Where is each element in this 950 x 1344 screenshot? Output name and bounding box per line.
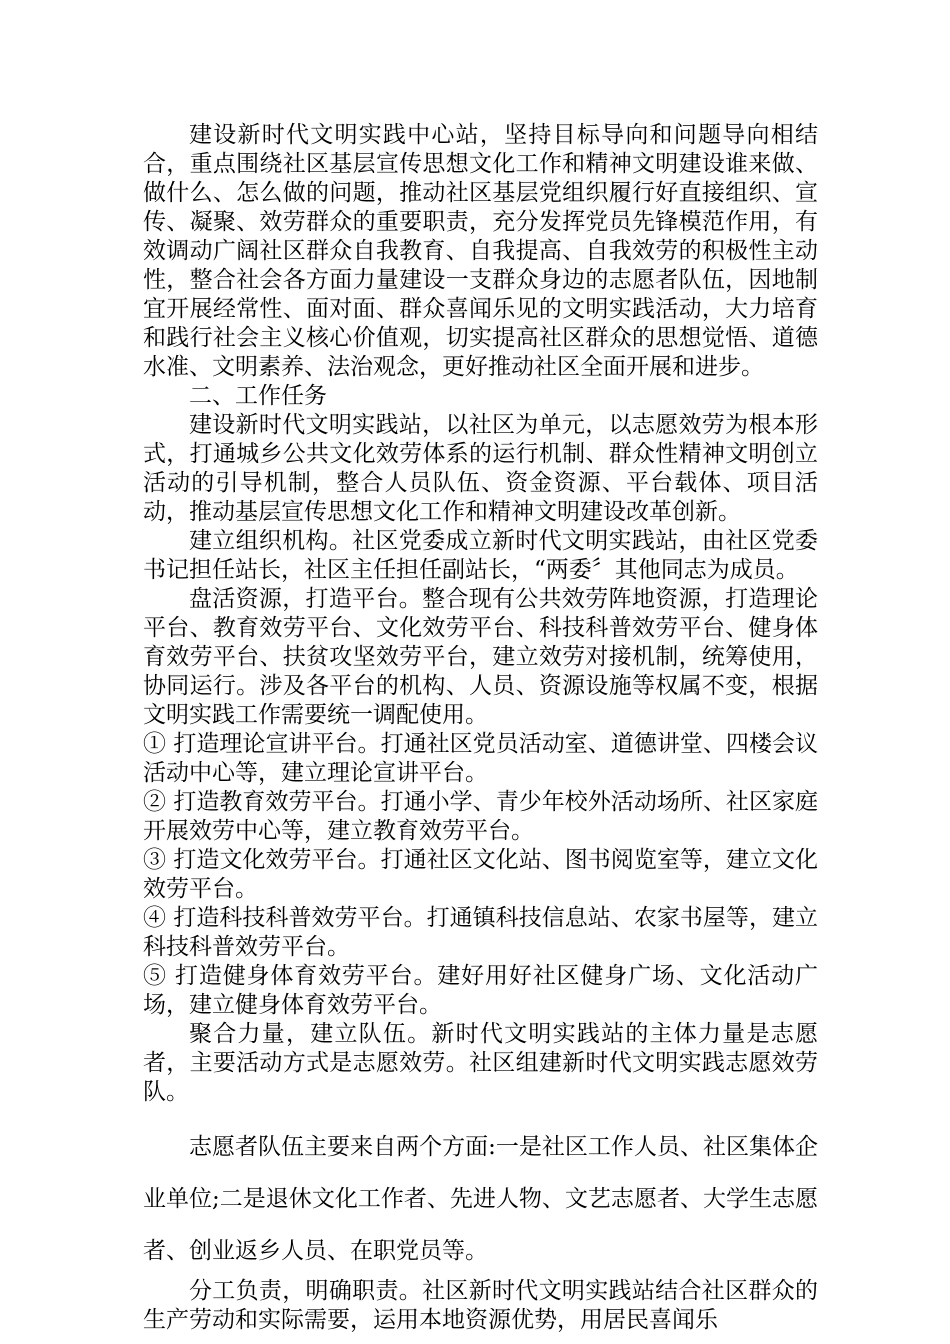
paragraph-volunteer-team: 聚合力量，建立队伍。新时代文明实践站的主体力量是志愿者，主要活动方式是志愿效劳。社区组建新时代文明实践志愿效劳队。 bbox=[143, 1021, 818, 1105]
list-item-education-platform: ② 打造教育效劳平台。打通小学、青少年校外活动场所、社区家庭开展效劳中心等，建立教育效劳平台。 bbox=[143, 789, 818, 844]
list-item-fitness-platform: ⑤ 打造健身体育效劳平台。建好用好社区健身广场、文化活动广场，建立健身体育效劳平台。 bbox=[143, 963, 818, 1018]
list-item-culture-platform: ③ 打造文化效劳平台。打通社区文化站、图书阅览室等，建立文化效劳平台。 bbox=[143, 847, 818, 902]
list-item-science-platform: ④ 打造科技科普效劳平台。打通镇科技信息站、农家书屋等，建立科技科普效劳平台。 bbox=[143, 905, 818, 960]
paragraph-resources-platforms: 盘活资源，打造平台。整合现有公共效劳阵地资源，打造理论平台、教育效劳平台、文化效劳平台、科技科普效劳平台、健身体育效劳平台、扶贫攻坚效劳平台，建立效劳对接机制，统筹使用，协同运行。涉及各平台的机构、人员、资源设施等权属不变，根据文明实践工作需要统一调配使用。 bbox=[143, 586, 818, 728]
paragraph-intro: 建设新时代文明实践中心站，坚持目标导向和问题导向相结合，重点围绕社区基层宣传思想文化工作和精神文明建设谁来做、做什么、怎么做的问题，推动社区基层党组织履行好直接组织、宣传、凝聚、效劳群众的重要职责，充分发挥党员先锋模范作用，有效调动广阔社区群众自我教育、自我提高、自我效劳的积极性主动性，整合社会各方面力量建设一支群众身边的志愿者队伍，因地制宜开展经常性、面对面、群众喜闻乐见的文明实践活动，大力培育和践行社会主义核心价值观，切实提高社区群众的思想觉悟、道德水准、文明素养、法治观念，更好推动社区全面开展和进步。 bbox=[143, 122, 818, 380]
paragraph-organization: 建立组织机构。社区党委成立新时代文明实践站，由社区党委书记担任站长，社区主任担任副站长，“两委〞其他同志为成员。 bbox=[143, 528, 818, 583]
document-body bbox=[143, 121, 818, 1335]
paragraph-practice-station: 建设新时代文明实践站，以社区为单元，以志愿效劳为根本形式，打通城乡公共文化效劳体系的运行机制、群众性精神文明创立活动的引导机制，整合人员队伍、资金资源、平台载体、项目活动，推动基层宣传思想文化工作和精神文明建设改革创新。 bbox=[143, 412, 818, 525]
section-heading-work-tasks: 二、工作任务 bbox=[189, 383, 327, 409]
list-item-theory-platform: ① 打造理论宣讲平台。打通社区党员活动室、道德讲堂、四楼会议活动中心等，建立理论宣讲平台。 bbox=[143, 731, 818, 786]
paragraph-responsibilities: 分工负责，明确职责。社区新时代文明实践站结合社区群众的生产劳动和实际需要，运用本地资源优势，用居民喜闻乐 bbox=[143, 1278, 818, 1333]
paragraph-volunteer-sources: 志愿者队伍主要来自两个方面:一是社区工作人员、社区集体企业单位;二是退休文化工作者、先进人物、文艺志愿者、大学生志愿者、创业返乡人员、在职党员等。 bbox=[143, 1134, 818, 1264]
